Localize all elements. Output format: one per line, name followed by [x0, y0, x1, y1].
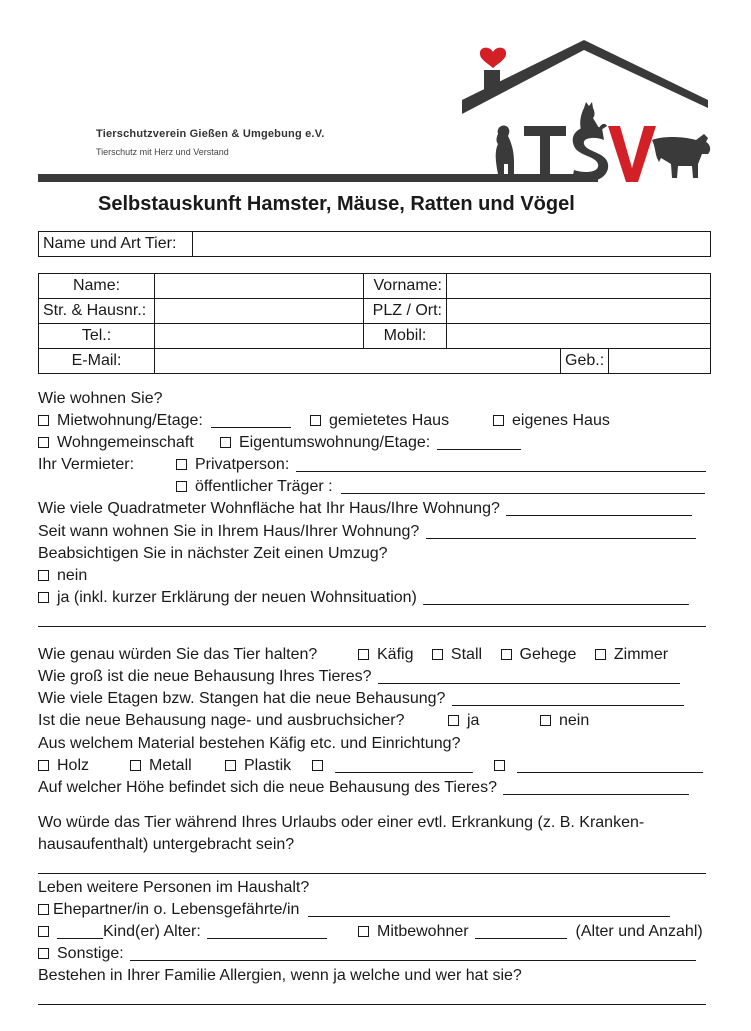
tel-field[interactable] — [155, 324, 364, 349]
housing-row-1 — [38, 411, 291, 431]
tel-label: Tel.: — [39, 324, 155, 349]
name-field[interactable] — [155, 274, 364, 299]
other-field[interactable] — [130, 945, 696, 961]
floors-question — [38, 689, 684, 709]
street-field[interactable] — [155, 299, 364, 324]
condo-option — [220, 433, 521, 453]
move-question: Beabsichtigen Sie in nächster Zeit einen Umzug? — [38, 545, 388, 562]
cat-icon — [580, 102, 607, 130]
mobil-label: Mobil: — [364, 324, 447, 349]
rent-floor-field[interactable] — [211, 412, 291, 428]
animal-field[interactable] — [193, 232, 711, 257]
vacation-label-1: Wo würde das Tier während Ihres Urlaubs oder einer evtl. Erkrankung (z. B. Kranken- — [38, 814, 645, 831]
rented-house-label: gemietetes Haus — [329, 412, 450, 429]
kids-label: Kind(er) Alter: — [103, 923, 201, 940]
name-label: Name: — [39, 274, 155, 299]
checkbox-condo[interactable] — [220, 437, 231, 448]
material-label: Aus welchem Material bestehen Käfig etc. und Einrichtung? — [38, 735, 461, 752]
checkbox-landlord-public[interactable] — [176, 481, 187, 492]
plastic-label: Plastik — [244, 757, 292, 774]
checkbox-roommate[interactable] — [358, 926, 369, 937]
own-house-label: eigenes Haus — [512, 412, 610, 429]
stable-label: Stall — [450, 646, 483, 663]
checkbox-material-other-2[interactable] — [494, 760, 505, 771]
checkbox-metal[interactable] — [130, 760, 141, 771]
checkbox-material-other-1[interactable] — [312, 760, 323, 771]
shared-label: Wohngemeinschaft — [57, 434, 194, 451]
person-table — [38, 273, 711, 374]
plastic-option — [225, 756, 291, 776]
keeping-how-label: Wie genau würden Sie das Tier halten? — [38, 646, 318, 663]
move-no-label: nein — [57, 567, 88, 584]
other-option — [38, 944, 696, 964]
cow-icon — [652, 134, 710, 178]
tsv-logo — [36, 36, 716, 188]
checkbox-wood[interactable] — [38, 760, 49, 771]
geb-label: Geb.: — [561, 349, 609, 374]
allergies-label: Bestehen in Ihrer Familie Allergien, wenn ja welche und wer hat sie? — [38, 967, 522, 984]
sqm-label: Wie viele Quadratmeter Wohnfläche hat Ihr Haus/Ihre Wohnung? — [38, 500, 500, 517]
checkbox-plastic[interactable] — [225, 760, 236, 771]
landlord-private-option — [176, 455, 706, 475]
move-yes-field[interactable] — [423, 589, 689, 605]
height-question — [38, 778, 689, 798]
height-label: Auf welcher Höhe befindet sich die neue Behausung des Tieres? — [38, 779, 497, 796]
checkbox-rent[interactable] — [38, 415, 49, 426]
floors-label: Wie viele Etagen bzw. Stangen hat die neue Behausung? — [38, 690, 446, 707]
proof-label: Ist die neue Behausung nage- und ausbruchsicher? — [38, 712, 405, 729]
size-field[interactable] — [378, 668, 680, 684]
vorname-label: Vorname: — [364, 274, 447, 299]
since-question — [38, 522, 696, 542]
since-label: Seit wann wohnen Sie in Ihrem Haus/Ihrer Wohnung? — [38, 523, 420, 540]
heart-icon — [480, 48, 506, 68]
email-field[interactable] — [155, 349, 561, 374]
partner-label: Ehepartner/in o. Lebensgefährte/in — [53, 901, 300, 918]
roommate-label: Mitbewohner — [377, 923, 469, 940]
vacation-line[interactable] — [38, 873, 706, 874]
kids-age-field[interactable] — [207, 923, 327, 939]
roommate-option — [358, 922, 703, 942]
roommate-field[interactable] — [475, 923, 567, 939]
room-label: Zimmer — [613, 646, 669, 663]
age-count-label: (Alter und Anzahl) — [575, 923, 703, 940]
checkbox-partner[interactable] — [38, 904, 49, 915]
animal-label: Name und Art Tier: — [39, 232, 193, 257]
partner-option — [38, 900, 670, 920]
vacation-label-2: hausaufenthalt) untergebracht sein? — [38, 836, 295, 853]
wood-label: Holz — [57, 757, 90, 774]
checkbox-shared[interactable] — [38, 437, 49, 448]
geb-field[interactable] — [609, 349, 711, 374]
email-label: E-Mail: — [39, 349, 155, 374]
cage-label: Käfig — [377, 646, 414, 663]
landlord-public-option — [176, 477, 705, 497]
header-bar — [38, 174, 598, 182]
checkbox-own-house[interactable] — [493, 415, 504, 426]
vorname-field[interactable] — [447, 274, 711, 299]
wood-option — [38, 756, 89, 776]
metal-option — [130, 756, 192, 776]
allergies-line[interactable] — [38, 1004, 706, 1005]
checkbox-proof-no[interactable] — [540, 715, 551, 726]
sqm-field[interactable] — [506, 500, 692, 516]
mobil-field[interactable] — [447, 324, 711, 349]
proof-no-option — [540, 711, 589, 731]
shared-option — [38, 433, 194, 453]
move-explain-line[interactable] — [38, 626, 706, 627]
plz-field[interactable] — [447, 299, 711, 324]
height-field[interactable] — [503, 779, 689, 795]
org-name: Tierschutzverein Gießen & Umgebung e.V. — [96, 128, 325, 140]
checkbox-other[interactable] — [38, 948, 49, 959]
checkbox-move-no[interactable] — [38, 570, 49, 581]
org-tagline: Tierschutz mit Herz und Verstand — [96, 147, 229, 157]
checkbox-cage[interactable] — [358, 649, 369, 660]
checkbox-enclosure[interactable] — [501, 649, 512, 660]
kids-option — [38, 922, 327, 942]
rent-label: Mietwohnung/Etage: — [57, 412, 203, 429]
landlord-public-label: öffentlicher Träger : — [195, 478, 333, 495]
proof-no-label: nein — [559, 712, 590, 729]
move-no-option — [38, 566, 87, 586]
proof-yes-label: ja — [467, 712, 480, 729]
rented-house-option — [310, 411, 449, 431]
move-yes-option — [38, 588, 689, 608]
size-label: Wie groß ist die neue Behausung Ihres Tieres? — [38, 668, 372, 685]
other-label: Sonstige: — [57, 945, 124, 962]
page-title: Selbstauskunft Hamster, Mäuse, Ratten und Vögel — [98, 193, 575, 215]
landlord-private-label: Privatperson: — [195, 456, 290, 473]
logo-letter-t — [524, 126, 566, 182]
floors-field[interactable] — [452, 690, 684, 706]
plz-label: PLZ / Ort: — [364, 299, 447, 324]
checkbox-move-yes[interactable] — [38, 592, 49, 603]
landlord-public-field[interactable] — [341, 478, 705, 494]
logo-letter-s — [572, 126, 608, 182]
material-other-2-field[interactable] — [517, 757, 703, 773]
checkbox-kids[interactable] — [38, 926, 49, 937]
material-other-1-field[interactable] — [335, 757, 473, 773]
enclosure-label: Gehege — [519, 646, 577, 663]
material-other-2 — [494, 756, 703, 776]
condo-label: Eigentumswohnung/Etage: — [239, 434, 431, 451]
material-other-1 — [312, 756, 473, 776]
checkbox-landlord-private[interactable] — [176, 459, 187, 470]
landlord-private-field[interactable] — [296, 456, 706, 472]
logo-letter-v — [608, 126, 656, 182]
own-house-option — [493, 411, 610, 431]
dog-icon — [496, 125, 514, 174]
since-field[interactable] — [426, 523, 696, 539]
checkbox-stable[interactable] — [432, 649, 443, 660]
kids-count-field[interactable] — [57, 923, 103, 939]
housing-question: Wie wohnen Sie? — [38, 390, 163, 407]
sqm-question — [38, 499, 692, 519]
move-yes-label: ja (inkl. kurzer Erklärung der neuen Wohnsituation) — [57, 589, 417, 606]
partner-field[interactable] — [308, 901, 670, 917]
keeping-options — [358, 645, 668, 665]
street-label: Str. & Hausnr.: — [39, 299, 155, 324]
checkbox-room[interactable] — [595, 649, 606, 660]
checkbox-proof-yes[interactable] — [448, 715, 459, 726]
proof-yes-option — [448, 711, 479, 731]
animal-table — [38, 231, 711, 257]
condo-floor-field[interactable] — [437, 434, 521, 450]
household-question: Leben weitere Personen im Haushalt? — [38, 879, 310, 896]
checkbox-rented-house[interactable] — [310, 415, 321, 426]
landlord-label: Ihr Vermieter: — [38, 456, 135, 473]
metal-label: Metall — [149, 757, 192, 774]
size-question — [38, 667, 680, 687]
